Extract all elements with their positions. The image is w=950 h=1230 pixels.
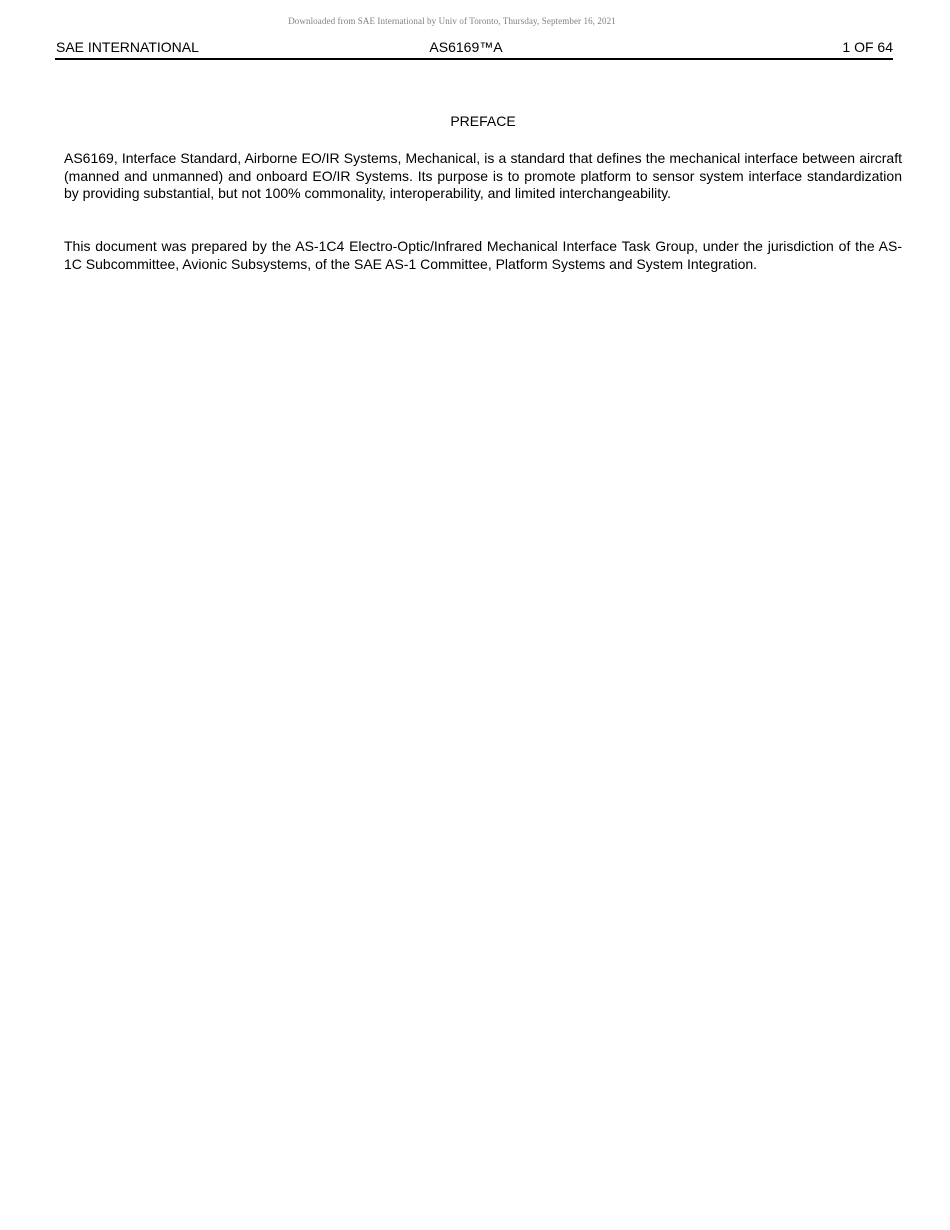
header-document-id: AS6169™A [429, 39, 503, 55]
preface-body-2 [64, 238, 902, 291]
section-title: PREFACE [450, 113, 516, 129]
header-organization: SAE INTERNATIONAL [56, 39, 199, 55]
download-notice: Downloaded from SAE International by Univ of Toronto, Thursday, September 16, 2021 [288, 16, 616, 26]
preface-body [64, 150, 902, 221]
running-header [55, 38, 893, 60]
header-page-indicator: 1 OF 64 [842, 39, 893, 55]
preface-paragraph-2: This document was prepared by the AS-1C4 Electro-Optic/Infrared Mechanical Interface Task Group, under the jurisdiction of the AS-1C Subcommittee, Avionic Subsystems, of the SAE AS-1 Committee, Platform Systems and System Integration. [64, 238, 902, 272]
preface-paragraph-1: AS6169, Interface Standard, Airborne EO/IR Systems, Mechanical, is a standard that defines the mechanical interface between aircraft (manned and unmanned) and onboard EO/IR Systems. Its purpose is to promote platform to sensor system interface standardization by providing substantial, but not 100% commonality, interoperability, and limited interchangeability. [64, 150, 902, 202]
